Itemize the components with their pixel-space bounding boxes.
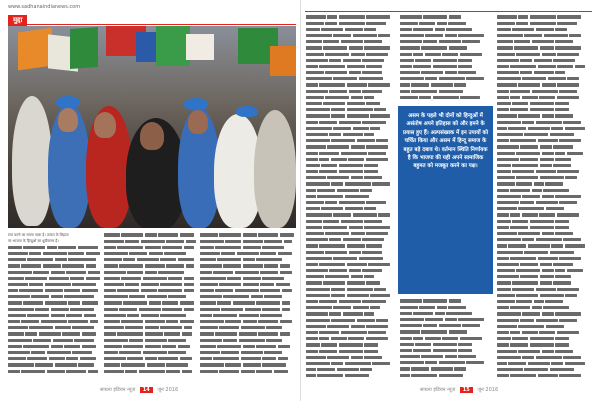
footer-magazine-name: साधना इंडियन न्यूज़ xyxy=(420,387,456,393)
site-url: www.sadhanaindianews.com xyxy=(8,4,81,10)
text-line xyxy=(497,200,592,206)
pull-quote-box xyxy=(398,106,493,294)
text-line xyxy=(8,275,100,281)
text-line xyxy=(306,255,396,261)
text-line xyxy=(497,292,592,298)
text-line xyxy=(104,368,196,374)
right-column-3 xyxy=(497,14,592,384)
text-line xyxy=(497,255,592,261)
text-line xyxy=(306,33,396,39)
text-line xyxy=(104,312,196,318)
text-line xyxy=(497,193,592,199)
text-line xyxy=(497,125,592,131)
text-line xyxy=(200,312,296,318)
text-line xyxy=(306,323,396,329)
text-line xyxy=(306,373,396,379)
section-rule-left xyxy=(8,24,296,25)
text-line xyxy=(8,312,100,318)
text-line xyxy=(104,288,196,294)
text-line xyxy=(200,275,296,281)
text-line xyxy=(306,292,396,298)
text-line xyxy=(497,330,592,336)
text-line xyxy=(200,244,296,250)
flag-green xyxy=(70,27,98,69)
footer-date: जून 2016 xyxy=(477,387,499,393)
text-line xyxy=(400,317,492,323)
text-line xyxy=(400,33,492,39)
text-line xyxy=(306,231,396,237)
text-line xyxy=(497,361,592,367)
footer-date: जून 2016 xyxy=(157,387,179,393)
text-line xyxy=(104,350,196,356)
text-line xyxy=(8,343,100,349)
text-line xyxy=(104,343,196,349)
flag-saffron-2 xyxy=(270,46,296,76)
text-line xyxy=(306,200,396,206)
text-line xyxy=(104,282,196,288)
text-line xyxy=(200,343,296,349)
text-line xyxy=(306,354,396,360)
text-line xyxy=(200,288,296,294)
rally-photo xyxy=(8,26,296,228)
text-line xyxy=(200,350,296,356)
text-line xyxy=(306,299,396,305)
face xyxy=(140,122,164,150)
text-line xyxy=(104,244,196,250)
text-line xyxy=(8,251,100,257)
blue-cap xyxy=(56,96,80,108)
footer-magazine-name: साधना इंडियन न्यूज़ xyxy=(100,387,136,393)
text-line xyxy=(200,251,296,257)
text-line xyxy=(104,275,196,281)
blue-cap xyxy=(236,106,258,117)
footer-left xyxy=(100,387,178,397)
text-line xyxy=(497,169,592,175)
column-text: पर भाजपा के हिन्दुओं का ध्रुवीकरण है। xyxy=(8,239,59,244)
text-line xyxy=(497,354,592,360)
text-line xyxy=(497,268,592,274)
page-number: 15 xyxy=(460,387,473,393)
text-line xyxy=(104,251,196,257)
footer-right xyxy=(420,387,498,397)
face xyxy=(94,112,116,138)
text-line xyxy=(8,350,100,356)
crowd-person xyxy=(254,110,296,228)
text-line xyxy=(200,319,296,325)
column-text: राज करने का सपना पाला है। ताकत के लिहाज xyxy=(8,233,69,237)
text-line xyxy=(497,373,592,379)
face xyxy=(188,110,208,134)
face xyxy=(58,108,78,132)
text-line xyxy=(306,156,396,162)
text-line xyxy=(200,282,296,288)
text-line xyxy=(400,372,492,378)
text-line xyxy=(8,288,100,294)
text-line xyxy=(8,244,100,250)
crowd-person xyxy=(12,96,52,226)
text-line xyxy=(306,268,396,274)
text-line xyxy=(497,33,592,39)
text-line xyxy=(497,94,592,100)
text-line xyxy=(200,368,296,374)
text-line xyxy=(306,70,396,76)
page-number: 14 xyxy=(140,387,153,393)
text-line xyxy=(8,319,100,325)
flag-saffron xyxy=(18,28,52,71)
text-line xyxy=(306,57,396,63)
text-line xyxy=(306,361,396,367)
pull-quote-text: असम के पहले भी दोनों को हिन्दुओं में असंतोष अपने इतिहास को और हमने के प्रयास हुए हैं। अल्पसंख्यक में इन उपायों को चर्चित किया और असम में हिन्दू समाज के बहुत बड़े दबाव थे। वर्तमान स्थिति निर्णायक है कि भाजपा की यही अपने सामाजिक बहुमत को मजबूत करने का पक्ष। xyxy=(403,113,489,170)
text-line xyxy=(497,64,592,70)
text-line xyxy=(306,224,396,230)
text-line xyxy=(306,64,396,70)
text-line xyxy=(400,94,492,100)
text-line xyxy=(104,319,196,325)
blue-cap xyxy=(184,98,208,110)
section-rule-right xyxy=(305,11,592,12)
text-line xyxy=(306,262,396,268)
flag-green-2 xyxy=(156,26,190,66)
section-tag: मुद्दा xyxy=(8,15,27,26)
right-column-2-bottom xyxy=(400,298,492,384)
right-column-2-top xyxy=(400,14,492,104)
text-line xyxy=(306,330,396,336)
right-column-1 xyxy=(306,14,396,384)
text-line xyxy=(8,282,100,288)
page-gutter xyxy=(300,0,301,401)
text-line xyxy=(8,368,100,374)
left-column-2 xyxy=(104,232,196,382)
left-column-3 xyxy=(200,232,296,382)
left-column-1 xyxy=(8,232,100,382)
flag-white-2 xyxy=(186,34,214,60)
